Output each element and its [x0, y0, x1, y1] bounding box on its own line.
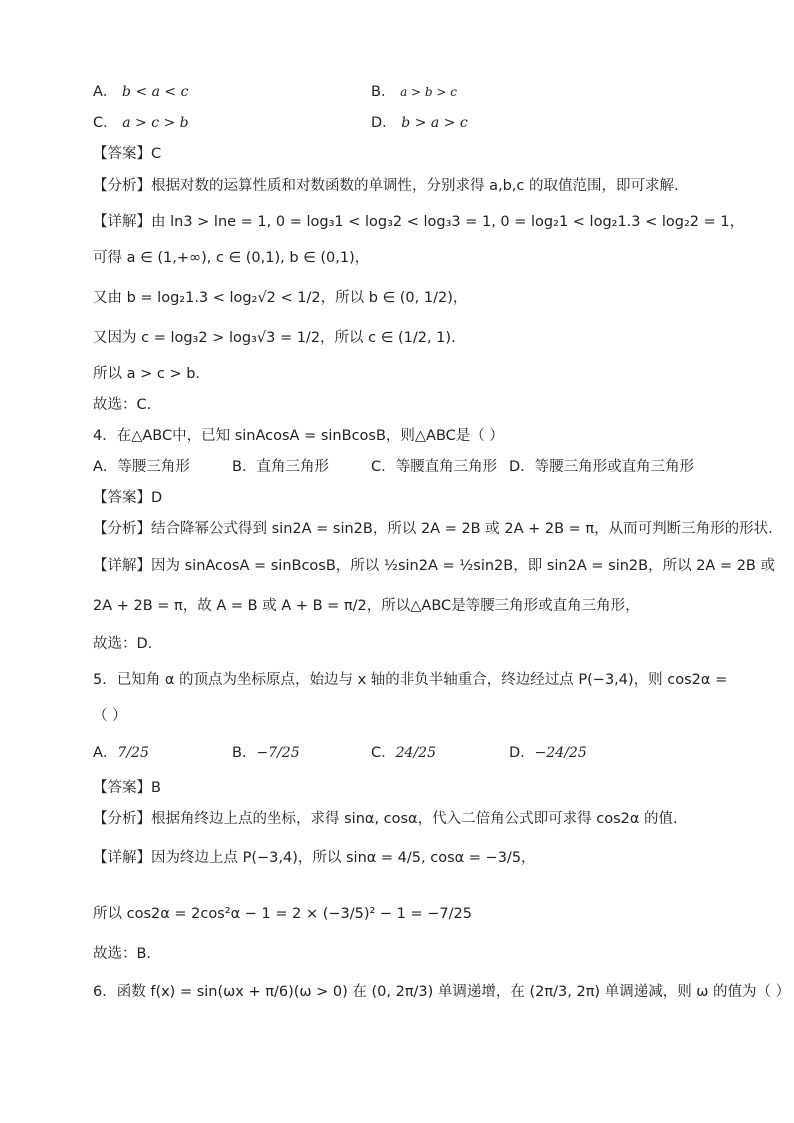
option-text: b < a < c — [122, 84, 189, 100]
option-letter: B． — [232, 745, 257, 761]
detail-line: 【详解】因为 sinAcosA = sinBcosB，所以 ½sin2A = ½sin2B，即 sin2A = sin2B，所以 2A = 2B 或 — [93, 558, 775, 574]
option-a — [93, 457, 190, 477]
question-stem: 5．已知角 α 的顶点为坐标原点，始边与 x 轴的非负半轴重合，终边经过点 P(−3,4)，则 cos2α = — [93, 672, 728, 688]
option-text: a > c > b — [122, 115, 189, 131]
option-letter: A． — [93, 84, 118, 100]
option-b — [371, 82, 457, 102]
detail-line: 【详解】由 ln3 > lne = 1, 0 = log₃1 < log₃2 < log₃3 = 1, 0 = log₂1 < log₂1.3 < log₂2 = 1， — [93, 214, 745, 230]
conclusion-text: 故选：D. — [93, 636, 153, 652]
detail-line: 又由 b = log₂1.3 < log₂√2 < 1/2，所以 b ∈ (0, 1/2)， — [93, 290, 468, 306]
option-letter: A． — [93, 459, 118, 475]
analysis-text: 【分析】结合降幂公式得到 sin2A = sin2B，所以 2A = 2B 或 2A + 2B = π，从而可判断三角形的形状. — [93, 521, 773, 537]
option-letter: A． — [93, 745, 118, 761]
option-letter: C． — [371, 745, 396, 761]
question-stem-bracket: （ ） — [93, 708, 127, 724]
option-letter: D． — [509, 745, 535, 761]
option-text: −24/25 — [534, 745, 587, 761]
analysis-text: 【分析】根据对数的运算性质和对数函数的单调性，分别求得 a,b,c 的取值范围，即可求解. — [93, 178, 679, 194]
option-letter: D． — [509, 459, 535, 475]
option-letter: D． — [371, 115, 397, 131]
option-a — [93, 82, 188, 102]
option-d — [509, 743, 587, 763]
conclusion-text: 故选：B． — [93, 946, 161, 962]
option-d — [371, 113, 468, 133]
option-text: 等腰三角形 — [117, 459, 190, 475]
option-c — [371, 743, 436, 763]
option-text: −7/25 — [256, 745, 300, 761]
option-letter: B． — [371, 84, 396, 100]
conclusion-text: 故选：C. — [93, 397, 152, 413]
option-letter: C． — [93, 115, 118, 131]
option-b — [232, 743, 300, 763]
option-a — [93, 743, 149, 763]
option-b — [232, 457, 329, 477]
question-stem: 4．在△ABC中，已知 sinAcosA = sinBcosB，则△ABC是（ ） — [93, 428, 504, 444]
option-text: 等腰三角形或直角三角形 — [534, 459, 695, 475]
option-text: 24/25 — [395, 745, 436, 761]
detail-line: 2A + 2B = π，故 A = B 或 A + B = π/2，所以△ABC是等腰三角形或直角三角形， — [93, 598, 640, 614]
option-text: 直角三角形 — [256, 459, 329, 475]
detail-line: 又因为 c = log₃2 > log₃√3 = 1/2，所以 c ∈ (1/2, 1). — [93, 330, 456, 346]
detail-line: 所以 cos2α = 2cos²α − 1 = 2 × (−3/5)² − 1 = −7/25 — [93, 906, 472, 922]
option-text: 7/25 — [117, 745, 149, 761]
option-d — [509, 457, 694, 477]
detail-line: 所以 a > c > b． — [93, 366, 210, 382]
answer-label: 【答案】D — [93, 490, 163, 506]
question-stem: 6．函数 f(x) = sin(ωx + π/6)(ω > 0) 在 (0, 2π/3) 单调递增，在 (2π/3, 2π) 单调递减，则 ω 的值为（ ） — [93, 984, 791, 1000]
option-text: b > a > c — [401, 115, 468, 131]
option-c — [371, 457, 497, 477]
option-letter: B． — [232, 459, 257, 475]
option-c — [93, 113, 189, 133]
answer-label: 【答案】C — [93, 146, 162, 162]
option-text: a > b > c — [400, 85, 457, 99]
detail-line: 可得 a ∈ (1,+∞), c ∈ (0,1), b ∈ (0,1)， — [93, 250, 370, 266]
answer-label: 【答案】B — [93, 780, 161, 796]
analysis-text: 【分析】根据角终边上点的坐标，求得 sinα, cosα，代入二倍角公式即可求得 cos2α 的值. — [93, 811, 678, 827]
option-text: 等腰直角三角形 — [395, 459, 498, 475]
detail-line: 【详解】因为终边上点 P(−3,4)，所以 sinα = 4/5, cosα = −3/5， — [93, 850, 536, 866]
option-letter: C． — [371, 459, 396, 475]
